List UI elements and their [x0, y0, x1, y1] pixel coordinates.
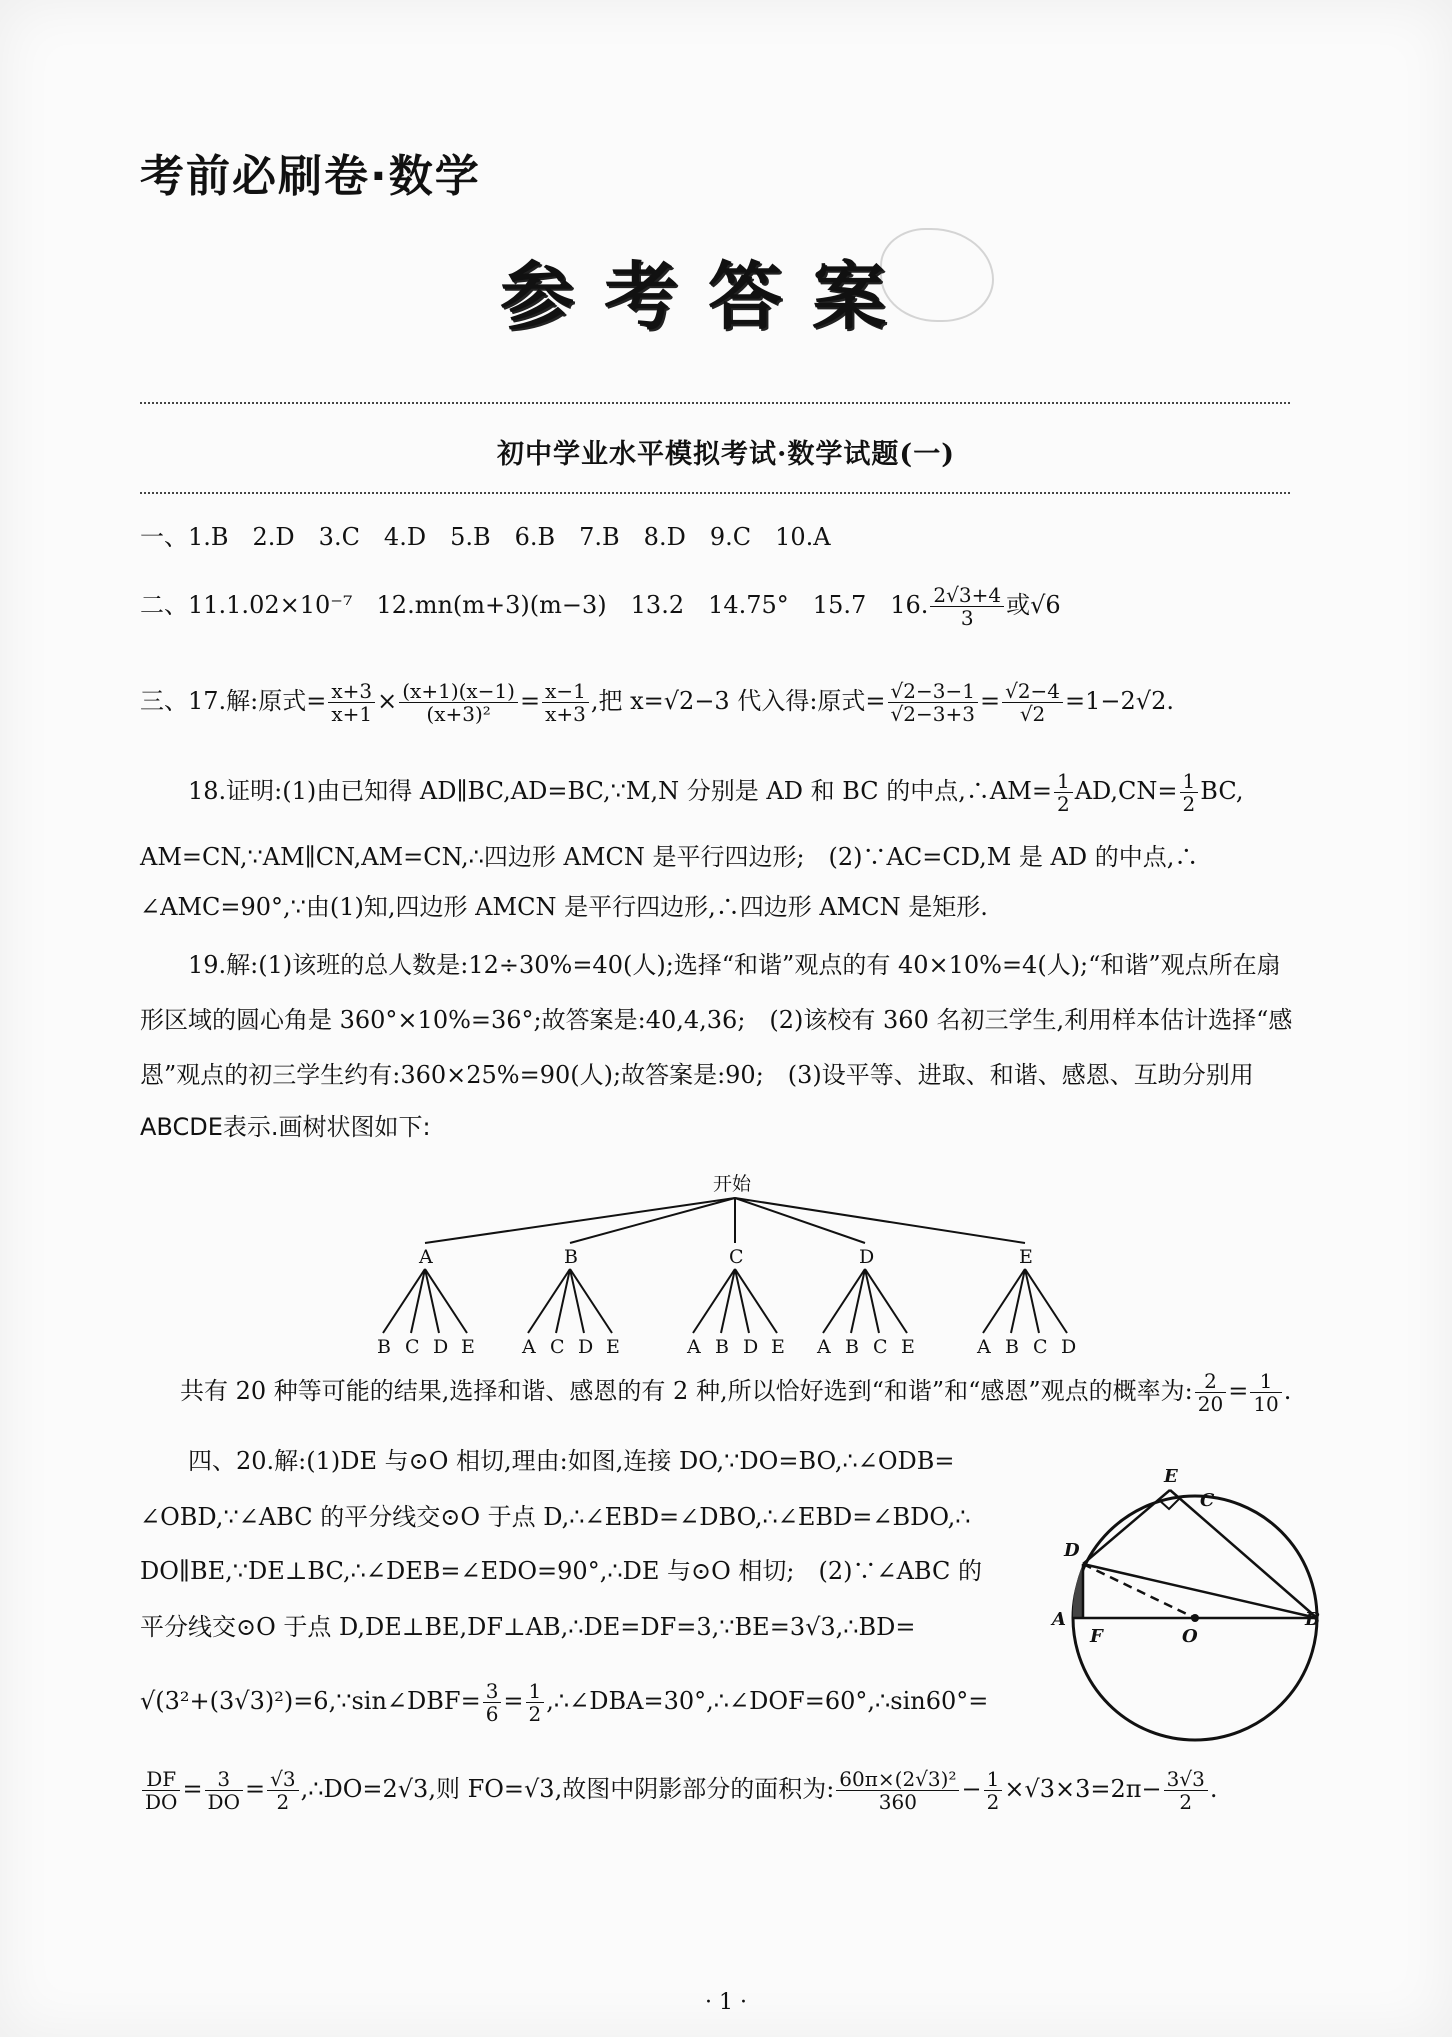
tree-leaf-E-C: C	[1033, 1336, 1048, 1358]
tree-leaf-C-D: D	[743, 1336, 759, 1358]
tree-leaf-B-A: A	[522, 1336, 536, 1358]
q20-line-6: $\frac{DF}{DO}$ = $\frac{3}{DO}$ = $\frac{√3}{2}$ ,∴DO=2√3,则 FO=√3,故图中阴影部分的面积为: $\frac{\text{60π×(2√3)²}}{360}$ − $\frac{1}{2}$ ×√3×3=2π− $\frac{3√3}{2}$ .	[140, 1768, 1310, 1813]
q20-line-3: DO∥BE,∵DE⊥BC,∴∠DEB=∠EDO=90°,∴DE 与⊙O 相切; (2)∵∠ABC 的	[140, 1557, 982, 1585]
tree-node-A: A	[419, 1246, 433, 1268]
tree-leaf-A-B: B	[377, 1336, 391, 1358]
q17-solution: 三、17.解:原式= $\frac{x+3}{x+1}$ × $\frac{(x+1)(x-1)}{\text{(x+3)²}}$ = $\frac{x-1}{x+3}$ ,把 x=√2−3 代入得:原式= $\frac{√2-3-1}{√2-3+3}$ = $\frac{√2-4}{√2}$ =1−2√2.	[140, 679, 1174, 726]
tree-leaf-B-D: D	[578, 1336, 594, 1358]
tree-leaf-A-E: E	[461, 1336, 475, 1358]
tree-node-C: C	[729, 1246, 744, 1268]
tree-edge	[425, 1198, 735, 1243]
tree-leaf-A-D: D	[433, 1336, 449, 1358]
label-a: A	[1052, 1609, 1066, 1630]
exam-title: 初中学业水平模拟考试·数学试题(一)	[497, 439, 955, 470]
label-c: C	[1200, 1490, 1215, 1511]
tree-edge	[735, 1198, 1025, 1243]
label-e: E	[1164, 1466, 1178, 1487]
section-2-answers: 二、11.1.02×10⁻⁷ 12.mn(m+3)(m−3) 13.2 14.75° 15.7 16. $\frac{2√3+4}{3}$ 或√6	[140, 583, 1061, 630]
tree-leaf-E-B: B	[1005, 1336, 1019, 1358]
q19-line-3: 恩”观点的初三学生约有:360×25%=90(人);故答案是:90; (3)设平等、进取、和谐、感恩、互助分别用	[140, 1061, 1254, 1089]
q20-line-4: 平分线交⊙O 于点 D,DE⊥BE,DF⊥AB,∴DE=DF=3,∵BE=3√3,∴BD=	[140, 1613, 916, 1641]
tree-leaf-D-C: C	[873, 1336, 888, 1358]
label-b: B	[1305, 1609, 1321, 1630]
divider-top	[140, 402, 1290, 404]
tree-leaf-E-A: A	[977, 1336, 991, 1358]
q19-line-2: 形区域的圆心角是 360°×10%=36°;故答案是:40,4,36; (2)该校有 360 名初三学生,利用样本估计选择“感	[140, 1006, 1293, 1034]
tree-leaf-C-A: A	[687, 1336, 701, 1358]
tree-leaf-D-A: A	[817, 1336, 831, 1358]
q19-line-1: 19.解:(1)该班的总人数是:12÷30%=40(人);选择“和谐”观点的有 40×10%=4(人);“和谐”观点所在扇	[188, 951, 1281, 979]
tree-node-E: E	[1019, 1246, 1033, 1268]
page-title: 参考答案	[500, 254, 916, 340]
q18-line-3: ∠AMC=90°,∵由(1)知,四边形 AMCN 是平行四边形,∴四边形 AMCN 是矩形.	[140, 893, 988, 921]
tree-leaf-B-C: C	[550, 1336, 565, 1358]
tree-leaf-C-E: E	[771, 1336, 785, 1358]
q20-line-1: 四、20.解:(1)DE 与⊙O 相切,理由:如图,连接 DO,∵DO=BO,∴∠ODB=	[188, 1447, 955, 1475]
q19-conclusion: 共有 20 种等可能的结果,选择和谐、感恩的有 2 种,所以恰好选到“和谐”和“感恩”观点的概率为: $\frac{2}{20}$ = $\frac{1}{10}$ .	[180, 1369, 1292, 1416]
divider-bottom	[140, 492, 1290, 494]
q19-line-4: ABCDE表示.画树状图如下:	[140, 1113, 431, 1141]
section-1-answers: 一、1.B 2.D 3.C 4.D 5.B 6.B 7.B 8.D 9.C 10.A	[140, 523, 831, 551]
tree-leaf-A-C: C	[405, 1336, 420, 1358]
label-o: O	[1182, 1626, 1198, 1647]
q20-line-2: ∠OBD,∵∠ABC 的平分线交⊙O 于点 D,∴∠EBD=∠DBO,∴∠EBD=∠BDO,∴	[140, 1503, 971, 1531]
q18-line-2: AM=CN,∵AM∥CN,AM=CN,∴四边形 AMCN 是平行四边形; (2)∵AC=CD,M 是 AD 的中点,∴	[140, 843, 1199, 871]
tree-node-D: D	[859, 1246, 875, 1268]
brand-title: 考前必刷卷·数学	[140, 151, 481, 202]
q20-line-5: √(3²+(3√3)²)=6,∵sin∠DBF= $\frac{3}{6}$ = $\frac{1}{2}$ ,∴∠DBA=30°,∴∠DOF=60°,∴sin60°=	[140, 1679, 989, 1726]
label-f: F	[1090, 1626, 1103, 1647]
label-d: D	[1064, 1540, 1080, 1561]
tree-leaf-D-B: B	[845, 1336, 859, 1358]
tree-edge	[570, 1198, 735, 1243]
tree-leaf-B-E: E	[606, 1336, 620, 1358]
tree-leaf-D-E: E	[901, 1336, 915, 1358]
q18-line-1: 18.证明:(1)由已知得 AD∥BC,AD=BC,∵M,N 分别是 AD 和 BC 的中点,∴AM= $\frac{1}{2}$ AD,CN= $\frac{1}{2}$ BC,	[188, 769, 1244, 816]
tree-edge	[735, 1198, 865, 1243]
tree-leaf-C-B: B	[715, 1336, 729, 1358]
tree-leaf-E-D: D	[1061, 1336, 1077, 1358]
tree-node-B: B	[564, 1246, 578, 1268]
tree-root: 开始	[713, 1173, 752, 1195]
tree-diagram	[330, 1168, 1130, 1368]
geometry-figure	[1050, 1450, 1321, 1740]
page-number: · 1 ·	[705, 1990, 747, 2015]
